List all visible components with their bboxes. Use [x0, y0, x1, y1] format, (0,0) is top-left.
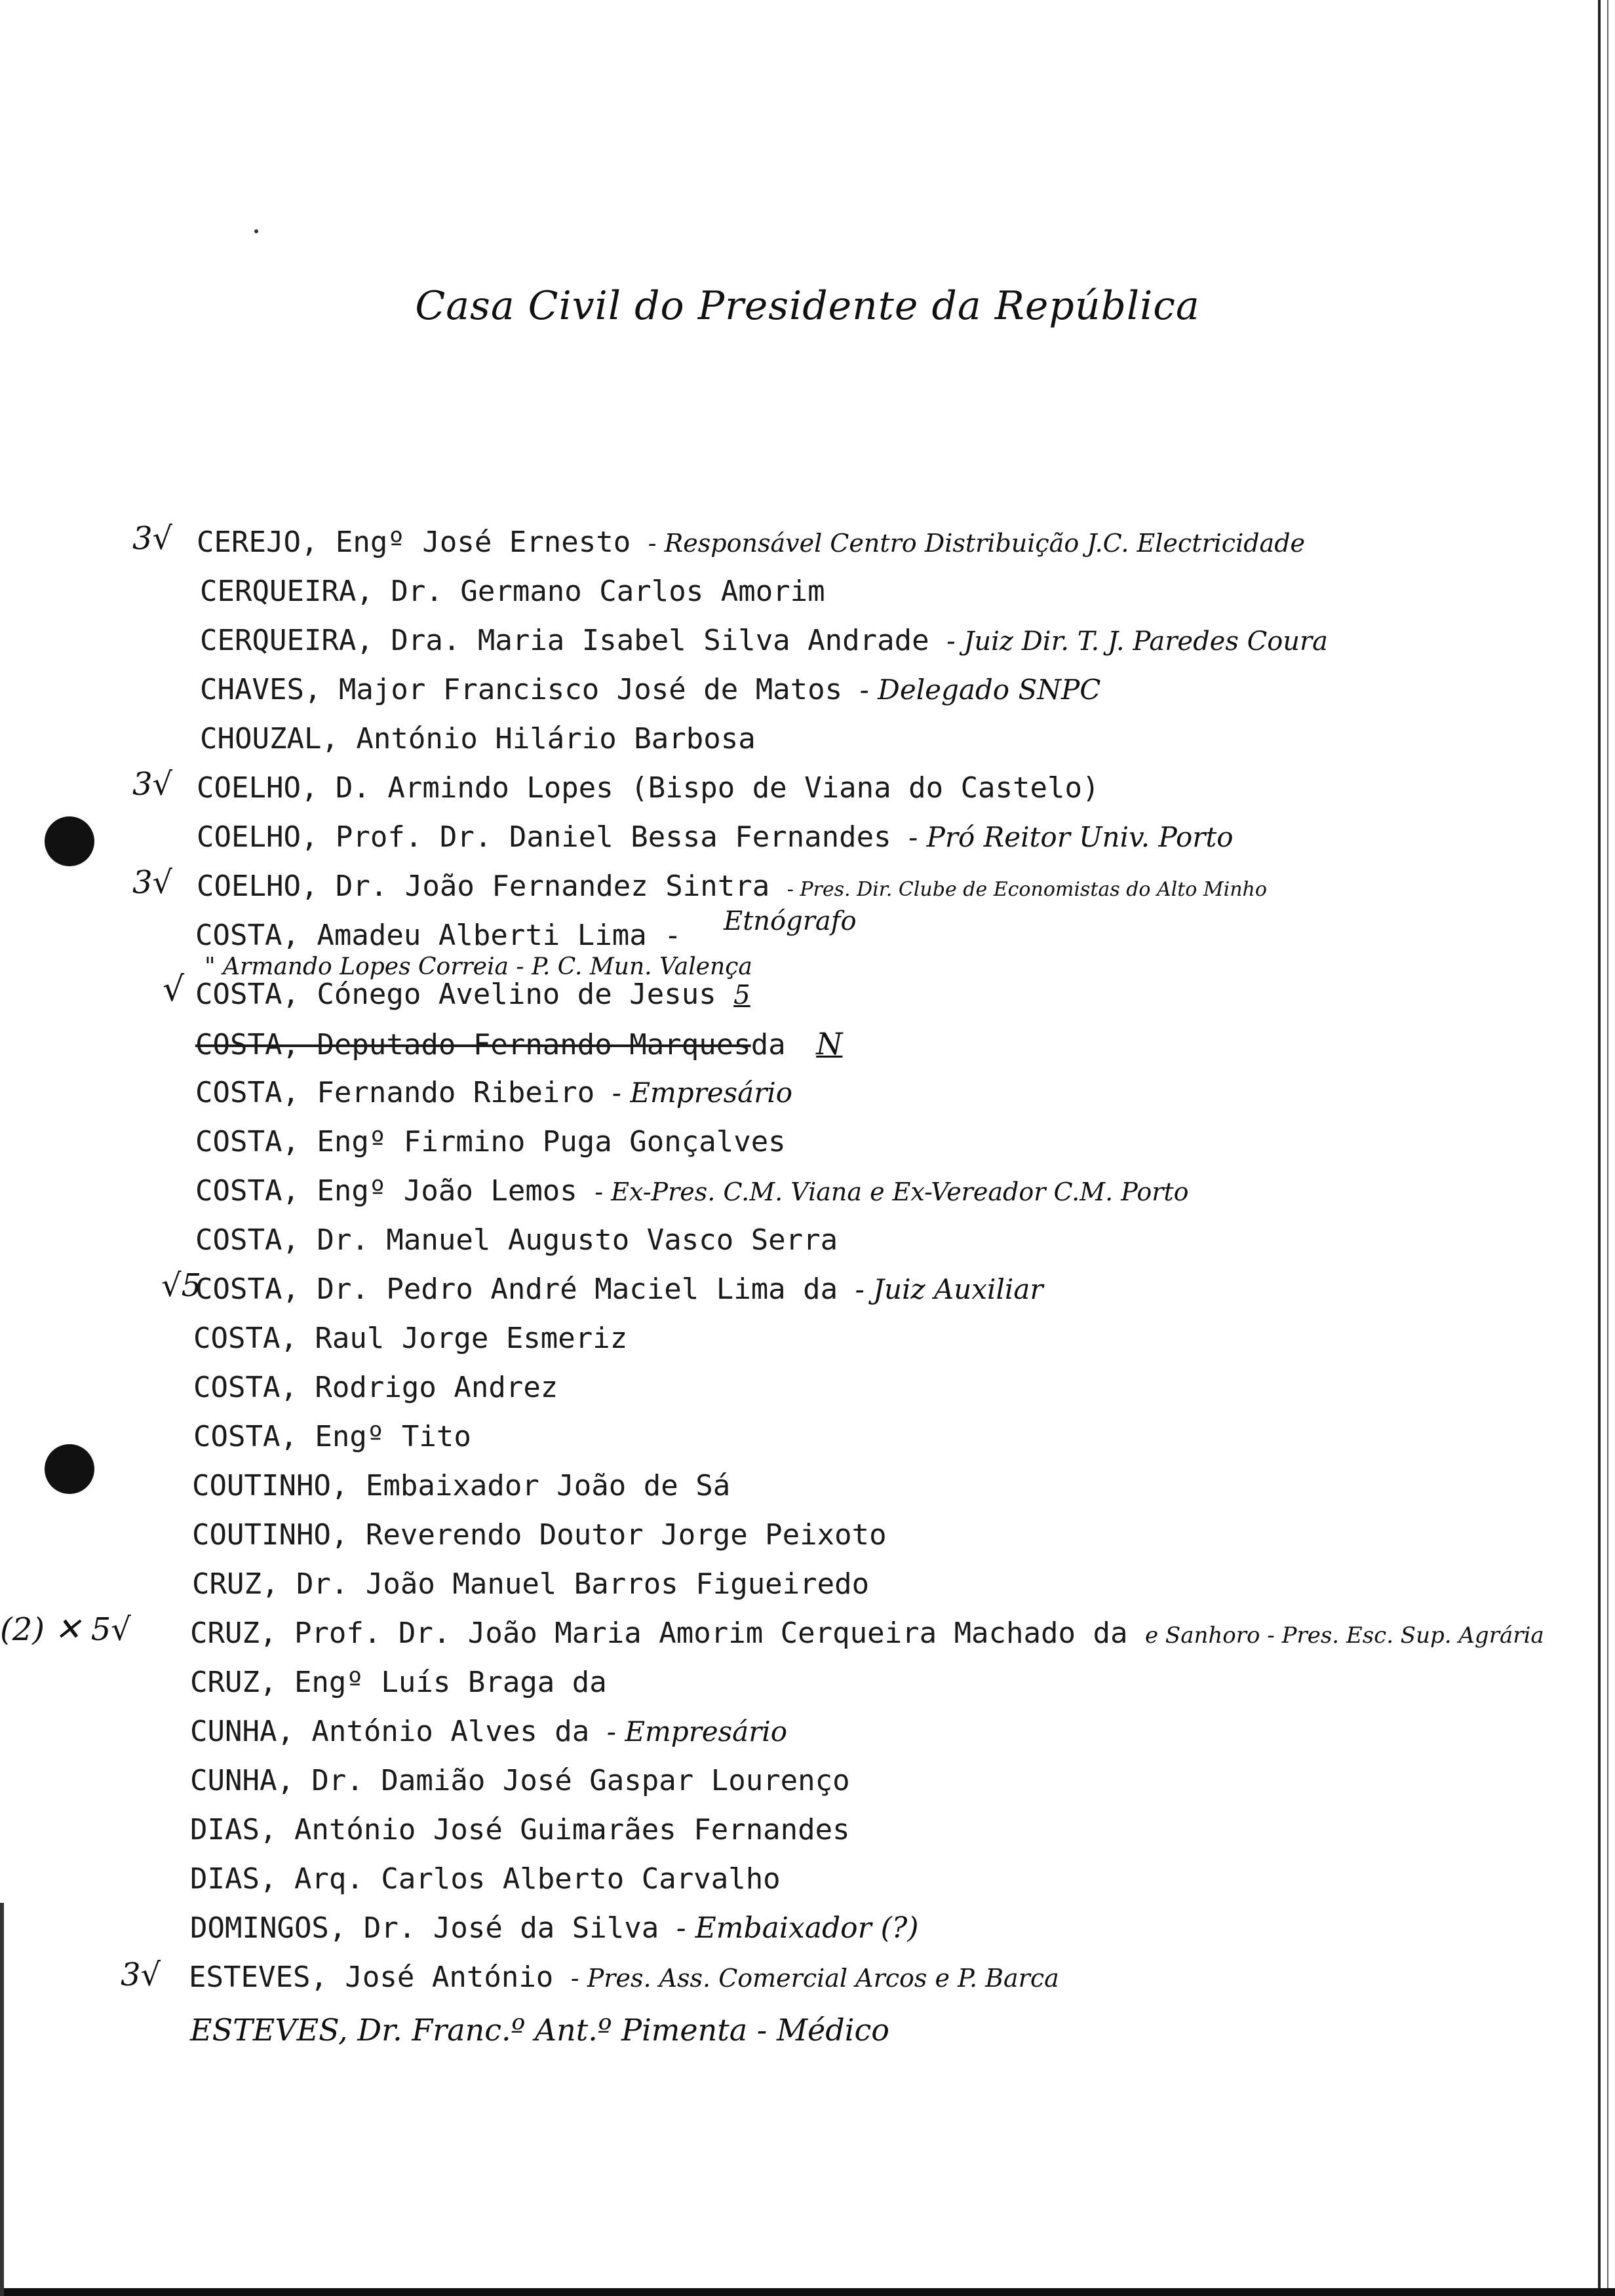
- list-item: [132, 766, 1100, 807]
- handwritten-mark: √: [163, 970, 185, 1009]
- handwritten-note: - Responsável Centro Distribuição J.C. Electricidade: [648, 529, 1306, 558]
- scan-speck: [254, 229, 258, 233]
- entry-name: CERQUEIRA, Dr. Germano Carlos Amorim: [200, 575, 825, 608]
- handwritten-note: - Pres. Dir. Clube de Economistas do Alto Minho: [787, 878, 1267, 901]
- list-item: [163, 953, 752, 1014]
- entry-name: CEREJO, Engº José Ernesto: [197, 526, 631, 559]
- list-item: [190, 1763, 850, 1799]
- punch-hole-lower: [45, 1444, 94, 1494]
- list-item: [197, 819, 1234, 856]
- list-item: [190, 2012, 889, 2050]
- entry-name: CUNHA, Dr. Damião José Gaspar Lourenço: [190, 1764, 850, 1797]
- entry-name-struck: COSTA, Deputado Fernando Marques: [195, 1028, 751, 1062]
- list-item: [200, 672, 1100, 708]
- list-item: [195, 1124, 786, 1160]
- entry-name: COSTA, Engº Firmino Puga Gonçalves: [195, 1125, 786, 1158]
- entry-name: CHAVES, Major Francisco José de Matos: [200, 673, 843, 706]
- handwritten-note: - Pres. Ass. Comercial Arcos e P. Barca: [570, 1964, 1059, 1993]
- entry-name: COUTINHO, Reverendo Doutor Jorge Peixoto: [192, 1518, 887, 1552]
- list-item: [195, 1222, 838, 1259]
- list-item: [121, 1957, 1059, 1997]
- handwritten-note: - Empresário: [606, 1715, 788, 1748]
- handwritten-note: - Delegado SNPC: [859, 674, 1101, 706]
- list-item: [200, 721, 756, 757]
- letterhead: Casa Civil do Presidente da República: [415, 283, 1200, 329]
- entry-name: COSTA, Rodrigo Andrez: [193, 1371, 558, 1404]
- handwritten-note: - Juiz Dir. T. J. Paredes Coura: [946, 626, 1329, 657]
- list-item: [195, 1025, 842, 1063]
- handwritten-mark: 3√: [121, 1957, 161, 1993]
- handwritten-annotation: " Armando Lopes Correia - P. C. Mun. Valença: [204, 953, 752, 980]
- handwritten-note: - Empresário: [612, 1077, 793, 1109]
- list-item: [193, 1369, 558, 1406]
- entry-name: COSTA, Fernando Ribeiro: [195, 1076, 595, 1109]
- handwritten-entry: ESTEVES, Dr. Franc.º Ant.º Pimenta - Médico: [190, 2012, 889, 2048]
- handwritten-note: - Ex-Pres. C.M. Viana e Ex-Vereador C.M. Porto: [594, 1177, 1189, 1206]
- scan-border-right: [1598, 0, 1601, 2296]
- handwritten-note: e Sanhoro - Pres. Esc. Sup. Agrária: [1144, 1622, 1544, 1649]
- entry-name: COELHO, D. Armindo Lopes (Bispo de Viana do Castelo): [197, 771, 1100, 805]
- list-item: [192, 1517, 887, 1554]
- scan-border-bottom: [0, 2288, 1615, 2296]
- entry-name: COSTA, Engº João Lemos: [195, 1174, 577, 1208]
- handwritten-mark: 3√: [132, 520, 173, 557]
- list-item: [192, 1566, 869, 1603]
- entry-name: CRUZ, Engº Luís Braga da: [190, 1666, 607, 1699]
- entry-name: CRUZ, Prof. Dr. João Maria Amorim Cerqueira Machado da: [190, 1617, 1128, 1650]
- punch-hole-upper: [45, 816, 94, 866]
- handwritten-note: - Pró Reitor Univ. Porto: [908, 821, 1234, 853]
- entry-name: COELHO, Dr. João Fernandez Sintra: [197, 870, 770, 903]
- list-item: [200, 622, 1328, 660]
- entry-name: CUNHA, António Alves da: [190, 1715, 590, 1748]
- entry-name: COSTA, Dr. Manuel Augusto Vasco Serra: [195, 1223, 838, 1257]
- handwritten-mark: 3√: [132, 864, 173, 901]
- entry-name: ESTEVES, José António: [189, 1961, 554, 1994]
- handwritten-note: N: [816, 1026, 843, 1062]
- entry-name: COELHO, Prof. Dr. Daniel Bessa Fernandes: [197, 820, 891, 854]
- entry-name: COSTA, Dr. Pedro André Maciel Lima da: [195, 1272, 838, 1306]
- handwritten-mark: 3√: [132, 766, 173, 803]
- scan-border-left: [0, 1903, 4, 2296]
- list-item: [193, 1320, 627, 1357]
- entry-name: CHOUZAL, António Hilário Barbosa: [200, 722, 756, 756]
- list-item: [161, 1267, 1043, 1308]
- list-item: [190, 1812, 850, 1848]
- entry-name: COUTINHO, Embaixador João de Sá: [192, 1469, 731, 1502]
- entry-name: CERQUEIRA, Dra. Maria Isabel Silva Andrade: [200, 624, 929, 657]
- list-item: [190, 1861, 781, 1898]
- list-item: [132, 864, 1267, 908]
- handwritten-note: - Juiz Auxiliar: [855, 1273, 1043, 1305]
- entry-name-tail: da: [750, 1028, 786, 1062]
- list-item: [195, 1075, 792, 1111]
- list-item: [0, 1611, 1544, 1654]
- entry-name: DIAS, Arq. Carlos Alberto Carvalho: [190, 1862, 781, 1896]
- handwritten-note: 5: [733, 980, 750, 1010]
- list-item: [190, 1664, 607, 1701]
- handwritten-mark: √5: [161, 1267, 202, 1304]
- entry-name: COSTA, Amadeu Alberti Lima -: [195, 919, 682, 952]
- list-item: [132, 520, 1306, 562]
- list-item: [190, 1910, 919, 1947]
- entry-name: COSTA, Cónego Avelino de Jesus: [195, 978, 716, 1011]
- scan-border-right-inner: [1607, 0, 1608, 2296]
- handwritten-mark: (2) ✕ 5√: [0, 1611, 131, 1648]
- entry-name: DIAS, António José Guimarães Fernandes: [190, 1813, 850, 1846]
- list-item: [195, 1173, 1189, 1210]
- entry-name: DOMINGOS, Dr. José da Silva: [190, 1911, 659, 1945]
- entry-name: CRUZ, Dr. João Manuel Barros Figueiredo: [192, 1567, 870, 1601]
- list-item: [192, 1468, 730, 1504]
- handwritten-note: - Embaixador (?): [676, 1911, 919, 1945]
- list-item: [190, 1713, 787, 1750]
- entry-name: COSTA, Engº Tito: [193, 1420, 471, 1453]
- list-item: [200, 573, 825, 610]
- handwritten-note: Etnógrafo: [724, 906, 857, 936]
- entry-name: COSTA, Raul Jorge Esmeriz: [193, 1322, 628, 1355]
- list-item: [193, 1419, 471, 1455]
